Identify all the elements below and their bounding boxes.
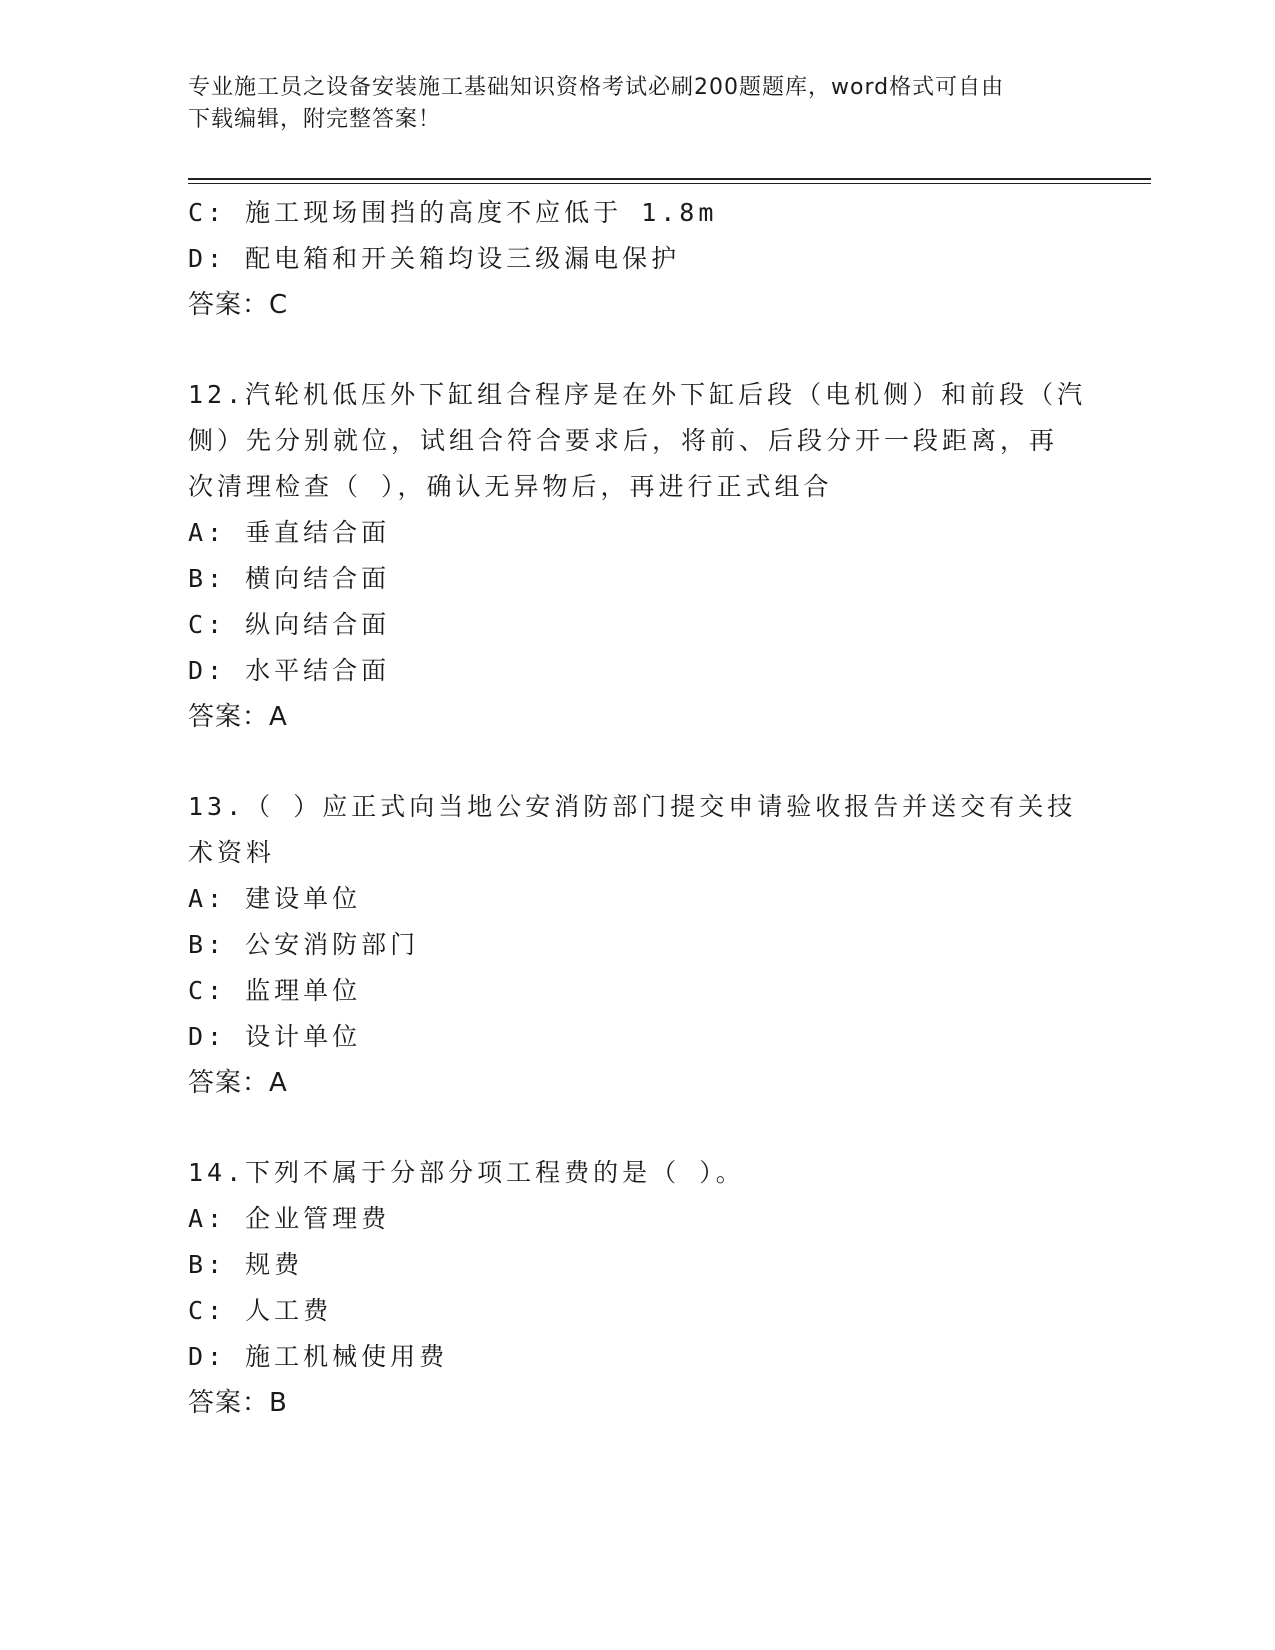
q12-stem-line-1: 12.汽轮机低压外下缸组合程序是在外下缸后段（电机侧）和前段（汽 [188,380,1087,409]
q14-option-b: B: 规费 [188,1250,304,1279]
q14-stem-line-1: 14.下列不属于分部分项工程费的是（ ）。 [188,1158,745,1187]
header-title-line-2: 下载编辑，附完整答案！ [188,107,442,132]
q14-option-c: C: 人工费 [188,1296,333,1325]
spacer [188,740,1088,784]
q12-option-b: B: 横向结合面 [188,564,391,593]
q12-answer: 答案：A [188,702,288,732]
header-rule-thin [188,183,1151,184]
q13-stem-line-1: 13.（ ）应正式向当地公安消防部门提交申请验收报告并送交有关技 [188,792,1077,821]
q12-option-d: D: 水平结合面 [188,656,391,685]
question-14 [188,1150,1088,1426]
q11-option-c: C: 施工现场围挡的高度不应低于 1.8m [188,198,718,227]
question-13 [188,784,1088,1106]
q14-option-a: A: 企业管理费 [188,1204,391,1233]
q12-option-c: C: 纵向结合面 [188,610,391,639]
q11-answer: 答案：C [188,290,289,320]
q13-option-c: C: 监理单位 [188,976,362,1005]
q14-option-d: D: 施工机械使用费 [188,1342,449,1371]
q12-stem-line-3: 次清理检查（ ），确认无异物后，再进行正式组合 [188,472,833,501]
q13-option-d: D: 设计单位 [188,1022,362,1051]
header-rule-thick [188,178,1151,180]
document-header [188,72,1068,136]
q11-option-d: D: 配电箱和开关箱均设三级漏电保护 [188,244,681,273]
q12-option-a: A: 垂直结合面 [188,518,391,547]
spacer [188,1106,1088,1150]
question-12 [188,372,1088,740]
q13-answer: 答案：A [188,1068,288,1098]
question-content [188,190,1088,1426]
q14-answer: 答案：B [188,1388,288,1418]
q12-stem-line-2: 侧）先分别就位，试组合符合要求后，将前、后段分开一段距离，再 [188,426,1059,455]
question-11-tail [188,190,1088,328]
spacer [188,328,1088,372]
header-title-line-1: 专业施工员之设备安装施工基础知识资格考试必刷200题题库，word格式可自由 [188,75,1005,100]
q13-option-b: B: 公安消防部门 [188,930,420,959]
q13-stem-line-2: 术资料 [188,838,276,867]
q13-option-a: A: 建设单位 [188,884,362,913]
